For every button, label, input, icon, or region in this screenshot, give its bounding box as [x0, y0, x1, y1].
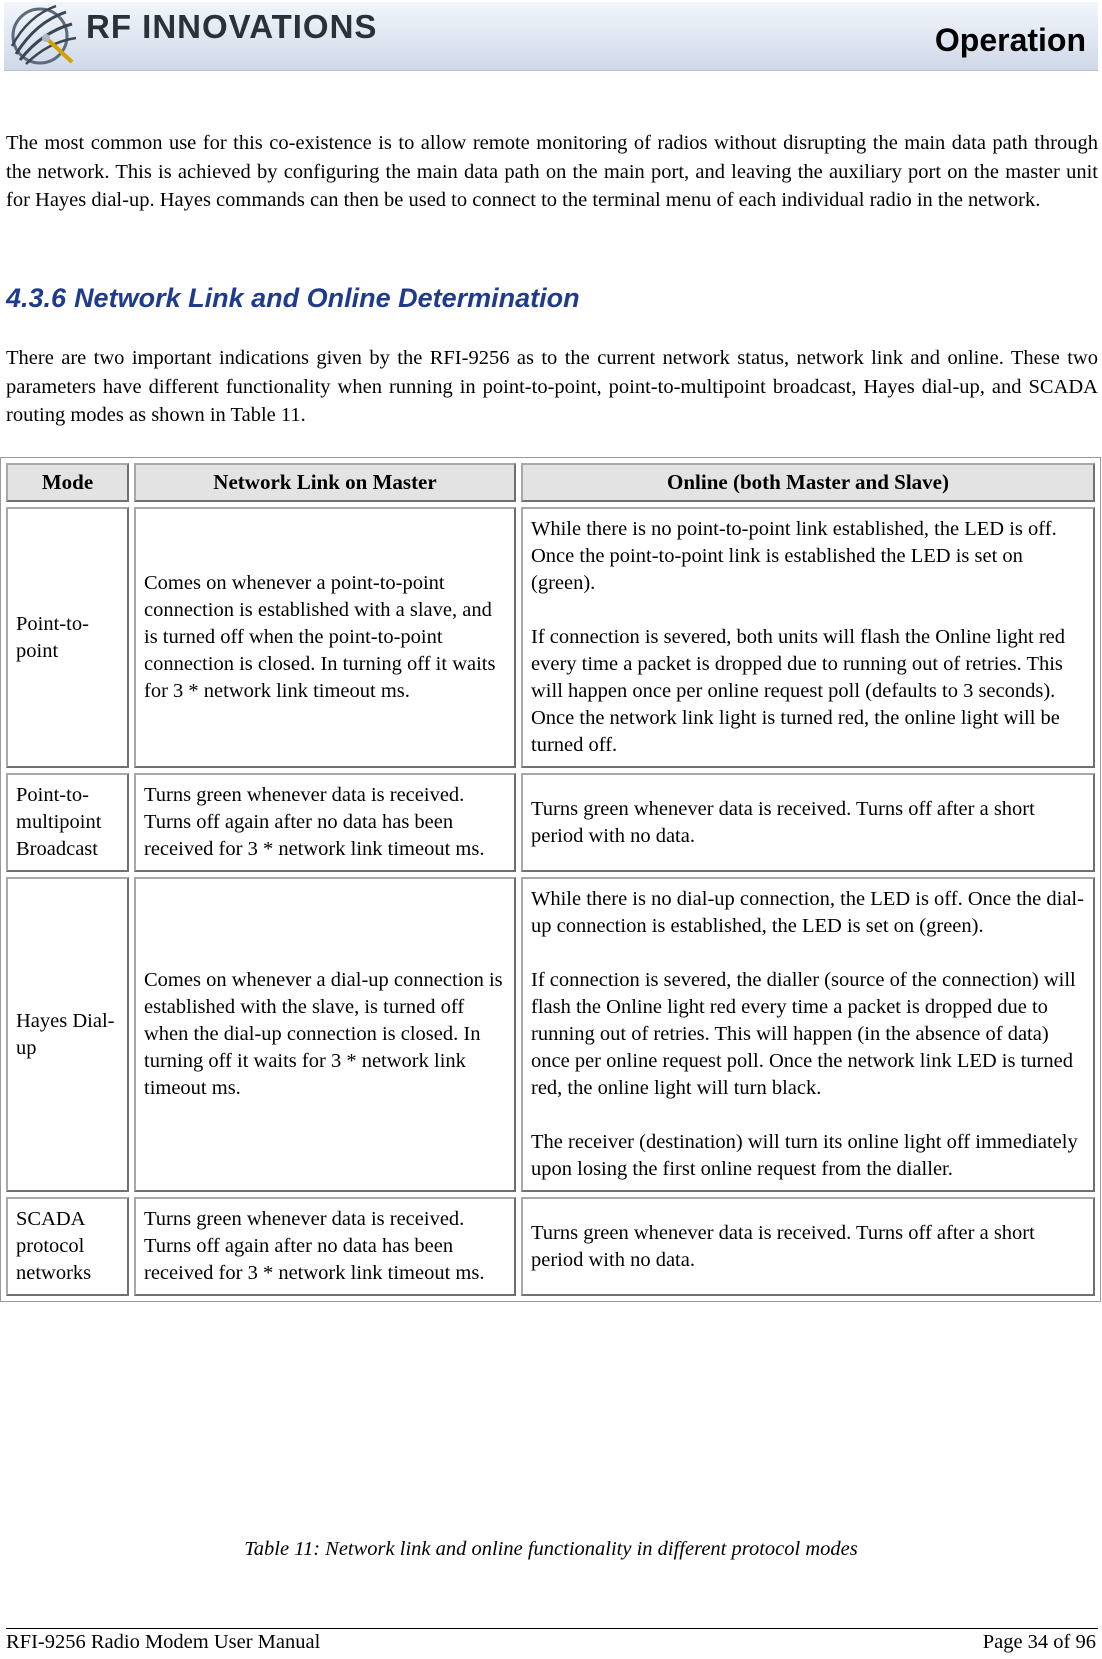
mode-cell: Hayes Dial-up [6, 877, 129, 1192]
section-number: 4.3.6 [6, 283, 67, 313]
header-network-link: Network Link on Master [134, 463, 516, 502]
footer-divider [6, 1628, 1098, 1629]
company-logo [4, 2, 378, 70]
section-heading [6, 283, 580, 314]
network-link-cell: Turns green whenever data is received. Turns off again after no data has been received for 3 * network link timeout ms. [134, 1197, 516, 1296]
mode-cell: Point-to-multipoint Broadcast [6, 773, 129, 872]
table-row [6, 877, 1095, 1192]
online-text: The receiver (destination) will turn its online light off immediately upon losing the first online request from the dialler. [531, 1131, 1078, 1180]
table-row [6, 773, 1095, 872]
header-mode: Mode [6, 463, 129, 502]
table-caption: Table 11: Network link and online functionality in different protocol modes [244, 1538, 858, 1560]
header-banner [4, 2, 1098, 71]
section-heading-title: Network Link and Online Determination [74, 283, 580, 313]
mode-cell: SCADA protocol networks [6, 1197, 129, 1296]
online-text: While there is no point-to-point link established, the LED is off. Once the point-to-point link is established the LED is set on (green). [531, 518, 1057, 594]
footer-manual-title: RFI-9256 Radio Modem User Manual [6, 1631, 321, 1653]
network-link-cell: Turns green whenever data is received. Turns off again after no data has been received for 3 * network link timeout ms. [134, 773, 516, 872]
online-text: Turns green whenever data is received. Turns off after a short period with no data. [531, 797, 1035, 847]
antenna-logo-icon [6, 2, 86, 70]
network-link-cell: Comes on whenever a dial-up connection is established with the slave, is turned off when the dial-up connection is closed. In turning off it waits for 3 * network link timeout ms. [134, 877, 516, 1192]
table-row [6, 507, 1095, 768]
network-status-table [0, 457, 1101, 1302]
footer-page-number: Page 34 of 96 [982, 1631, 1096, 1653]
section-title: Operation [934, 22, 1086, 58]
online-cell [521, 877, 1095, 1192]
online-text: If connection is severed, both units will flash the Online light red every time a packet is dropped due to running out of retries. This will happen once per online request poll (defaults to 3 seconds). Once the network link light is turned red, the online light will be turned off. [531, 626, 1066, 756]
body-paragraph: There are two important indications given by the RFI-9256 as to the current network status, network link and online. These two parameters have different functionality when running in point-to-point, point-to-multipoint broadcast, Hayes dial-up, and SCADA routing modes as shown in Table 11. [6, 347, 1098, 426]
online-cell [521, 773, 1095, 872]
online-text: If connection is severed, the dialler (source of the connection) will flash the Online light red every time a packet is dropped due to running out of retries. This will happen (in the absence of data) once per online request poll. Once the network link LED is turned red, the online light will turn black. [531, 969, 1076, 1099]
online-text: Turns green whenever data is received. Turns off after a short period with no data. [531, 1221, 1035, 1271]
online-cell [521, 507, 1095, 768]
header-online: Online (both Master and Slave) [521, 463, 1095, 502]
table-header-row [6, 463, 1095, 502]
brand-name: RF INNOVATIONS [86, 8, 378, 45]
online-text: While there is no dial-up connection, the LED is off. Once the dial-up connection is established, the LED is set on (green). [531, 888, 1084, 937]
online-cell [521, 1197, 1095, 1296]
network-link-cell: Comes on whenever a point-to-point connection is established with a slave, and is turned off when the point-to-point connection is closed. In turning off it waits for 3 * network link timeout ms. [134, 507, 516, 768]
table-row [6, 1197, 1095, 1296]
intro-paragraph: The most common use for this co-existence is to allow remote monitoring of radios without disrupting the main data path through the network. This is achieved by configuring the main data path on the main port, and leaving the auxiliary port on the master unit for Hayes dial-up. Hayes commands can then be used to connect to the terminal menu of each individual radio in the network. [6, 132, 1098, 211]
mode-cell: Point-to-point [6, 507, 129, 768]
